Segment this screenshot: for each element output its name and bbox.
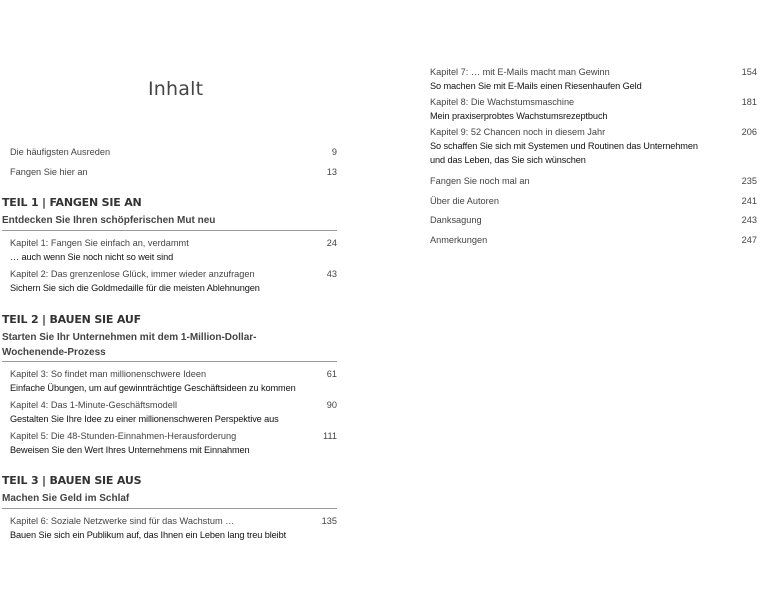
entry-title: Kapitel 9: 52 Chancen noch in diesem Jahr [430, 127, 606, 137]
part-2-heading: TEIL 2 | BAUEN SIE AUF [2, 313, 141, 326]
part-3-divider [2, 508, 337, 509]
toc-entry-chapter-4[interactable] [10, 398, 337, 426]
entry-page: 13 [326, 167, 337, 177]
part-3-heading: TEIL 3 | BAUEN SIE AUS [2, 474, 142, 487]
toc-entry-back-3[interactable] [430, 213, 757, 227]
toc-entry-chapter-2[interactable] [10, 267, 337, 295]
toc-entry-back-4[interactable] [430, 233, 757, 247]
entry-page: 181 [741, 97, 757, 107]
entry-title: Kapitel 1: Fangen Sie einfach an, verdammt [10, 238, 189, 248]
entry-title: Fangen Sie hier an [10, 167, 88, 177]
entry-page: 43 [326, 269, 337, 279]
part-3-subtitle: Machen Sie Geld im Schlaf [2, 493, 130, 504]
entry-title: Kapitel 7: … mit E-Mails macht man Gewinn [430, 67, 610, 77]
toc-entry-chapter-7[interactable] [430, 65, 757, 93]
part-1-subtitle: Entdecken Sie Ihren schöpferischen Mut neu [2, 215, 216, 226]
entry-title: Kapitel 2: Das grenzenlose Glück, immer wieder anzufragen [10, 269, 255, 279]
entry-subtitle: Gestalten Sie Ihre Idee zu einer millionenschweren Perspektive aus [10, 414, 279, 424]
entry-page: 111 [323, 431, 337, 441]
entry-title: Kapitel 4: Das 1-Minute-Geschäftsmodell [10, 400, 177, 410]
entry-page: 247 [741, 235, 757, 245]
entry-page: 90 [326, 400, 337, 410]
entry-title: Kapitel 3: So findet man millionenschwere Ideen [10, 369, 207, 379]
entry-title: Kapitel 5: Die 48-Stunden-Einnahmen-Herausforderung [10, 431, 237, 441]
toc-entry-chapter-3[interactable] [10, 367, 337, 395]
toc-entry-chapter-1[interactable] [10, 236, 337, 264]
entry-title: Kapitel 6: Soziale Netzwerke sind für das Wachstum … [10, 516, 235, 526]
entry-subtitle: Mein praxiserprobtes Wachstumsrezeptbuch [430, 111, 608, 121]
toc-entry-front-2[interactable] [10, 165, 337, 179]
part-2-subtitle-line-1: Starten Sie Ihr Unternehmen mit dem 1-Million-Dollar- [2, 332, 257, 343]
entry-title: Anmerkungen [430, 235, 488, 245]
toc-entry-back-1[interactable] [430, 174, 757, 188]
entry-page: 135 [321, 516, 337, 526]
toc-entry-chapter-6[interactable] [10, 514, 337, 542]
entry-page: 235 [741, 176, 757, 186]
entry-subtitle: Beweisen Sie den Wert Ihres Unternehmens mit Einnahmen [10, 445, 250, 455]
entry-title: Kapitel 8: Die Wachstumsmaschine [430, 97, 575, 107]
entry-subtitle: Bauen Sie sich ein Publikum auf, das Ihnen ein Leben lang treu bleibt [10, 530, 287, 540]
entry-subtitle-line-2: und das Leben, das Sie sich wünschen [430, 155, 586, 165]
entry-subtitle: … auch wenn Sie noch nicht so weit sind [10, 252, 174, 262]
toc-entry-front-1[interactable] [10, 145, 337, 159]
entry-page: 206 [741, 127, 757, 137]
entry-page: 154 [741, 67, 757, 77]
toc-entry-chapter-5[interactable] [10, 429, 337, 457]
entry-subtitle: Einfache Übungen, um auf gewinnträchtige Geschäftsideen zu kommen [10, 383, 296, 393]
entry-page: 241 [741, 196, 757, 206]
entry-page: 61 [326, 369, 337, 379]
part-2-subtitle [2, 330, 256, 360]
entry-title: Danksagung [430, 215, 482, 225]
toc-entry-back-2[interactable] [430, 194, 757, 208]
entry-subtitle: Sichern Sie sich die Goldmedaille für die meisten Ablehnungen [10, 283, 260, 293]
toc-entry-chapter-9[interactable] [430, 125, 757, 167]
entry-subtitle-line-1: So schaffen Sie sich mit Systemen und Routinen das Unternehmen [430, 141, 698, 151]
entry-title: Über die Autoren [430, 196, 499, 206]
part-2-divider [2, 361, 337, 362]
toc-entry-chapter-8[interactable] [430, 95, 757, 123]
entry-page: 9 [331, 147, 337, 157]
entry-title: Fangen Sie noch mal an [430, 176, 530, 186]
entry-page: 243 [741, 215, 757, 225]
entry-page: 24 [326, 238, 337, 248]
part-1-heading: TEIL 1 | FANGEN SIE AN [2, 196, 142, 209]
part-2-subtitle-line-2: Wochenende-Prozess [2, 347, 106, 358]
toc-title: Inhalt [148, 78, 204, 100]
part-1-divider [2, 230, 337, 231]
entry-title: Die häufigsten Ausreden [10, 147, 111, 157]
entry-subtitle: So machen Sie mit E-Mails einen Riesenhaufen Geld [430, 81, 642, 91]
